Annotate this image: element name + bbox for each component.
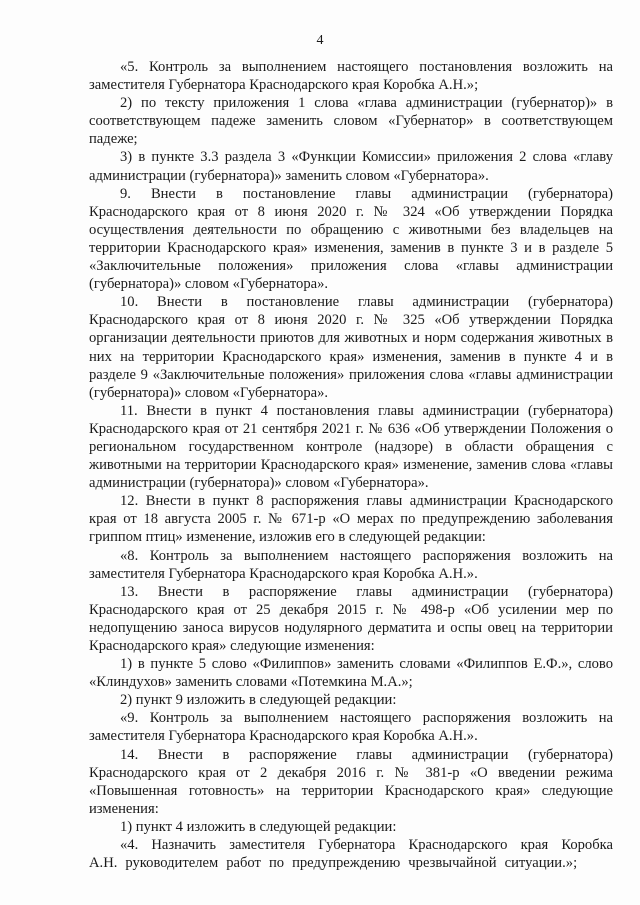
page-number: 4: [316, 33, 324, 48]
paragraph-14-1: 1) пункт 4 изложить в следующей редакции:: [120, 818, 397, 835]
paragraph-13-quote: «9. Контроль за выполнением настоящего распоряжения возложить на заместителя Губернатора Краснодарского края Коробка А.Н.».: [89, 710, 613, 745]
paragraph-5-quote: «5. Контроль за выполнением настоящего постановления возложить на заместителя Губернатора Краснодарского края Коробка А.Н.»;: [89, 59, 613, 94]
paragraph-13-2: 2) пункт 9 изложить в следующей редакции:: [120, 692, 397, 709]
paragraph-13-1: 1) в пункте 5 слово «Филиппов» заменить словами «Филиппов Е.Ф.», слово «Клиндухов» заменить словами «Потемкина М.А.»;: [89, 656, 613, 691]
paragraph-14-quote: «4. Назначить заместителя Губернатора Краснодарского края Коробка А.Н. руководителем работ по предупреждению чрезвычайной ситуации.»;: [89, 837, 613, 872]
paragraph-13: 13. Внести в распоряжение главы администрации (губернатора) Краснодарского края от 25 декабря 2015 г. № 498-р «Об усилении мер по недопущению заноса вирусов нодулярного дерматита и оспы овец на территории Краснодарского края» следующие изменения:: [89, 583, 613, 654]
paragraph-8-2: 2) по тексту приложения 1 слова «глава администрации (губернатор)» в соответствующем падеже заменить словом «Губернатор» в соответствующем падеже;: [89, 95, 613, 148]
document-body: [89, 58, 613, 872]
paragraph-14: 14. Внести в распоряжение главы администрации (губернатора) Краснодарского края от 2 декабря 2016 г. № 381-р «О введении режима «Повышенная готовность» на территории Краснодарского края» следующие изменения:: [89, 746, 613, 817]
paragraph-11: 11. Внести в пункт 4 постановления главы администрации (губернатора) Краснодарского края от 21 сентября 2021 г. № 636 «Об утверждении Положения о региональном государственном контроле (надзоре) в области обращения с животными на территории Краснодарского края» изменение, заменив слова «главы администрации (губернатора)» словом «Губернатора».: [89, 402, 613, 492]
paragraph-10: 10. Внести в постановление главы администрации (губернатора) Краснодарского края от 8 июня 2020 г. № 325 «Об утверждении Порядка организации деятельности приютов для животных и норм содержания животных в них на территории Краснодарского края» изменения, заменив в пункте 4 и в разделе 9 «Заключительные положения» приложения слова «главы администрации (губернатора)» словом «Губернатора».: [89, 294, 613, 401]
paragraph-8-3: 3) в пункте 3.3 раздела 3 «Функции Комиссии» приложения 2 слова «главу администрации (губернатора)» заменить словом «Губернатора».: [89, 149, 613, 184]
paragraph-12-quote: «8. Контроль за выполнением настоящего распоряжения возложить на заместителя Губернатора Краснодарского края Коробка А.Н.».: [89, 547, 613, 582]
paragraph-12: 12. Внести в пункт 8 распоряжения главы администрации Краснодарского края от 18 августа 2005 г. № 671-р «О мерах по предупреждению заболевания гриппом птиц» изменение, изложив его в следующей редакции:: [89, 493, 613, 546]
paragraph-9: 9. Внести в постановление главы администрации (губернатора) Краснодарского края от 8 июня 2020 г. № 324 «Об утверждении Порядка осуществления деятельности по обращению с животными без владельцев на территории Краснодарского края» изменения, заменив в пункте 3 и в разделе 5 «Заключительные положения» приложения слова «главы администрации (губернатора)» словом «Губернатора».: [89, 185, 613, 293]
